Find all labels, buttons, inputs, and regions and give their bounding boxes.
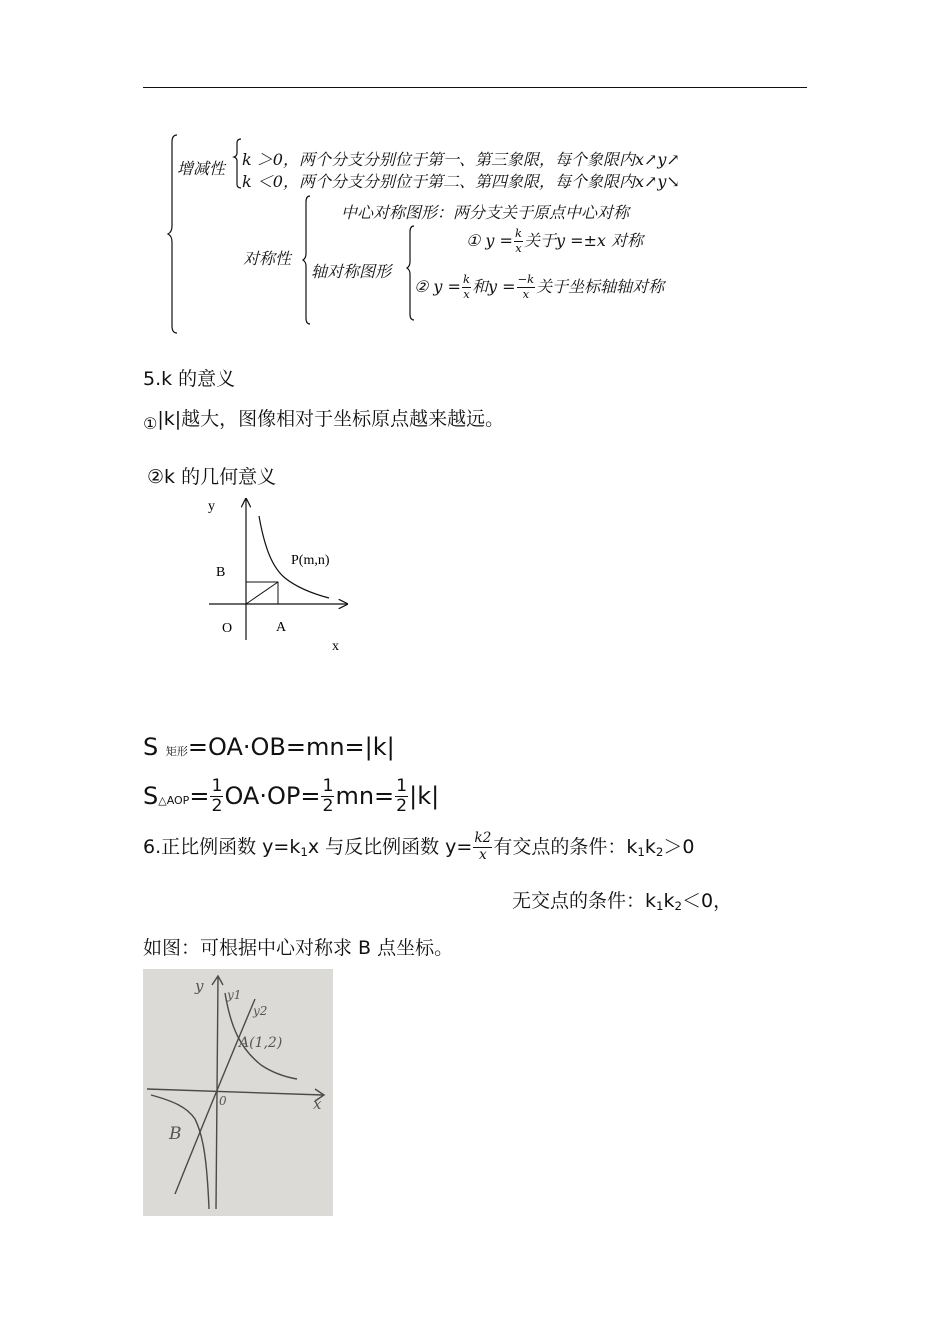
- a-label: A: [276, 620, 287, 635]
- section5-point2: ②k 的几何意义: [147, 466, 277, 488]
- section5-point1: $_①$|k|越大，图像相对于坐标原点越来越远。: [143, 408, 505, 433]
- x-axis-label: x: [332, 639, 339, 654]
- monotonic-label: 增减性: [177, 159, 226, 178]
- section5-heading: 5.k 的意义: [143, 368, 236, 390]
- origin-label: 0: [219, 1094, 227, 1108]
- k-geometry-figure: [195, 490, 365, 660]
- handdrawn-graph: [143, 969, 333, 1216]
- fraction-neg-k-over-x: $\frac{-k}{x}$: [517, 272, 535, 301]
- rect-area-formula: S 矩形=OA·OB=mn=|k|: [143, 733, 395, 761]
- fraction-one-half: $\frac{1}{2}$: [211, 776, 223, 817]
- b-label: B: [216, 565, 226, 580]
- monotonic-negative: k ＜0，两个分支分别位于第二、第四象限，每个象限内x↗y↘: [242, 172, 680, 191]
- b-point-label: B: [169, 1124, 182, 1144]
- outer-brace: [168, 135, 177, 333]
- fraction-k-over-x: $\frac{k}{x}$: [514, 226, 522, 255]
- fraction-k-over-x: $\frac{k}{x}$: [462, 272, 470, 301]
- fraction-one-half: $\frac{1}{2}$: [396, 776, 408, 817]
- o-label: O: [222, 621, 233, 636]
- monotonic-positive: k ＞0，两个分支分别位于第一、第三象限，每个象限内x↗y↗: [242, 150, 680, 169]
- y2-label: y2: [253, 1004, 268, 1018]
- x-axis: [147, 1089, 323, 1095]
- symmetry-brace: [303, 196, 310, 324]
- axial-item-2: ② y = $\frac{k}{x}$ 和y = $\frac{-k}{x}$ 关于坐标轴轴对称: [414, 272, 665, 301]
- monotonic-brace: [234, 139, 241, 188]
- y1-label: y1: [227, 988, 242, 1002]
- line-y2: [175, 999, 255, 1194]
- axial-brace: [407, 226, 414, 320]
- fraction-one-half: $\frac{1}{2}$: [322, 776, 334, 817]
- y-axis-label: y: [208, 499, 215, 514]
- a-point-label: A(1,2): [239, 1035, 283, 1051]
- y-label: y: [195, 977, 204, 995]
- p-label: P(m,n): [291, 553, 330, 568]
- central-symmetry: 中心对称图形：两分支关于原点中心对称: [341, 203, 630, 222]
- section6-line1: 6.正比例函数 $y=k_1x$ 与反比例函数 y= $\frac{k2}{x}$ 有交点的条件：$k_1k_2>0$: [143, 830, 695, 863]
- symmetry-label: 对称性: [243, 249, 292, 268]
- fraction-k2-over-x: $\frac{k2}{x}$: [474, 830, 492, 863]
- triangle-area-formula: S△AOP= $\frac{1}{2}$ OA·OP= $\frac{1}{2}$ mn= $\frac{1}{2}$ |k|: [143, 776, 440, 817]
- section6-line3: 如图：可根据中心对称求 B 点坐标。: [143, 937, 454, 959]
- handdrawn-graph-photo: [143, 969, 333, 1216]
- x-label: x: [313, 1095, 322, 1113]
- header-rule: [143, 87, 807, 88]
- axial-label: 轴对称图形: [311, 262, 392, 281]
- segment-op: [246, 582, 278, 604]
- hyperbola-lower: [151, 1095, 209, 1209]
- section6-line2: 无交点的条件：$k_1k_2<0$，: [512, 890, 733, 913]
- axial-item-1: ① y = $\frac{k}{x}$ 关于y =±x 对称: [466, 226, 644, 255]
